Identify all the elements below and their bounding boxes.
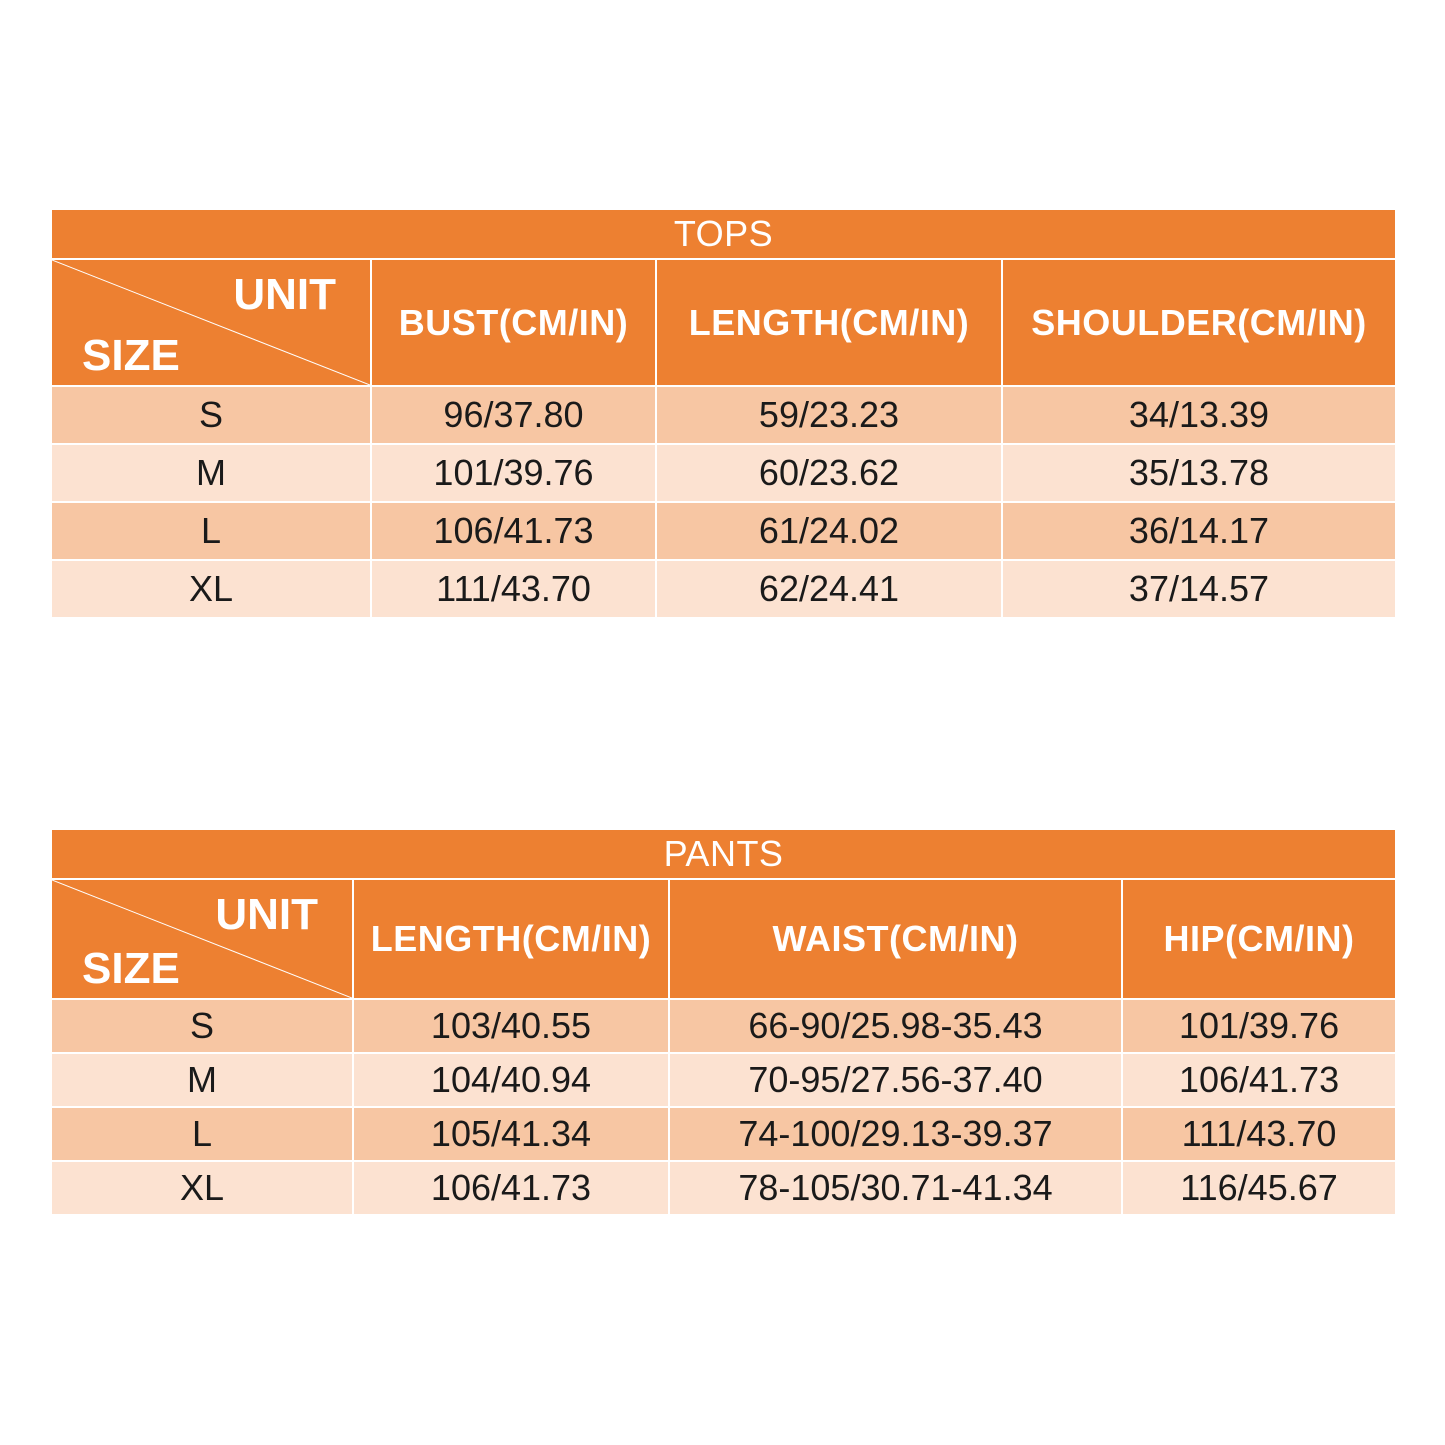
tops-title: TOPS bbox=[51, 209, 1396, 259]
value-cell: 36/14.17 bbox=[1002, 502, 1396, 560]
value-cell: 66-90/25.98-35.43 bbox=[669, 999, 1122, 1053]
tops-header-shoulder: SHOULDER(CM/IN) bbox=[1002, 259, 1396, 386]
tops-corner-cell bbox=[51, 259, 371, 386]
pants-header-hip: HIP(CM/IN) bbox=[1122, 879, 1396, 999]
tops-unit-label: UNIT bbox=[233, 270, 336, 319]
value-cell: 60/23.62 bbox=[656, 444, 1002, 502]
value-cell: 35/13.78 bbox=[1002, 444, 1396, 502]
size-cell: M bbox=[51, 444, 371, 502]
value-cell: 111/43.70 bbox=[371, 560, 656, 618]
value-cell: 78-105/30.71-41.34 bbox=[669, 1161, 1122, 1215]
pants-title: PANTS bbox=[51, 829, 1396, 879]
value-cell: 101/39.76 bbox=[1122, 999, 1396, 1053]
pants-header-waist: WAIST(CM/IN) bbox=[669, 879, 1122, 999]
value-cell: 101/39.76 bbox=[371, 444, 656, 502]
pants-title-row bbox=[51, 829, 1396, 879]
size-cell: S bbox=[51, 999, 353, 1053]
tops-size-table bbox=[50, 208, 1397, 619]
value-cell: 111/43.70 bbox=[1122, 1107, 1396, 1161]
value-cell: 96/37.80 bbox=[371, 386, 656, 444]
table-row bbox=[51, 502, 1396, 560]
value-cell: 103/40.55 bbox=[353, 999, 669, 1053]
size-cell: XL bbox=[51, 1161, 353, 1215]
tops-header-bust: BUST(CM/IN) bbox=[371, 259, 656, 386]
size-cell: XL bbox=[51, 560, 371, 618]
value-cell: 104/40.94 bbox=[353, 1053, 669, 1107]
size-cell: L bbox=[51, 502, 371, 560]
value-cell: 37/14.57 bbox=[1002, 560, 1396, 618]
value-cell: 70-95/27.56-37.40 bbox=[669, 1053, 1122, 1107]
table-row bbox=[51, 386, 1396, 444]
table-row bbox=[51, 1107, 1396, 1161]
size-cell: L bbox=[51, 1107, 353, 1161]
tops-header-row bbox=[51, 259, 1396, 386]
pants-corner-cell bbox=[51, 879, 353, 999]
value-cell: 34/13.39 bbox=[1002, 386, 1396, 444]
size-cell: S bbox=[51, 386, 371, 444]
value-cell: 105/41.34 bbox=[353, 1107, 669, 1161]
tops-title-row bbox=[51, 209, 1396, 259]
value-cell: 62/24.41 bbox=[656, 560, 1002, 618]
pants-size-table bbox=[50, 828, 1397, 1216]
table-row bbox=[51, 444, 1396, 502]
pants-unit-label: UNIT bbox=[215, 890, 318, 939]
value-cell: 74-100/29.13-39.37 bbox=[669, 1107, 1122, 1161]
value-cell: 106/41.73 bbox=[371, 502, 656, 560]
value-cell: 106/41.73 bbox=[1122, 1053, 1396, 1107]
pants-header-row bbox=[51, 879, 1396, 999]
tops-header-length: LENGTH(CM/IN) bbox=[656, 259, 1002, 386]
value-cell: 59/23.23 bbox=[656, 386, 1002, 444]
table-row bbox=[51, 999, 1396, 1053]
table-row bbox=[51, 1161, 1396, 1215]
table-row bbox=[51, 1053, 1396, 1107]
value-cell: 61/24.02 bbox=[656, 502, 1002, 560]
size-cell: M bbox=[51, 1053, 353, 1107]
tops-size-label: SIZE bbox=[82, 331, 180, 380]
value-cell: 116/45.67 bbox=[1122, 1161, 1396, 1215]
table-row bbox=[51, 560, 1396, 618]
value-cell: 106/41.73 bbox=[353, 1161, 669, 1215]
pants-header-length: LENGTH(CM/IN) bbox=[353, 879, 669, 999]
pants-size-label: SIZE bbox=[82, 944, 180, 993]
